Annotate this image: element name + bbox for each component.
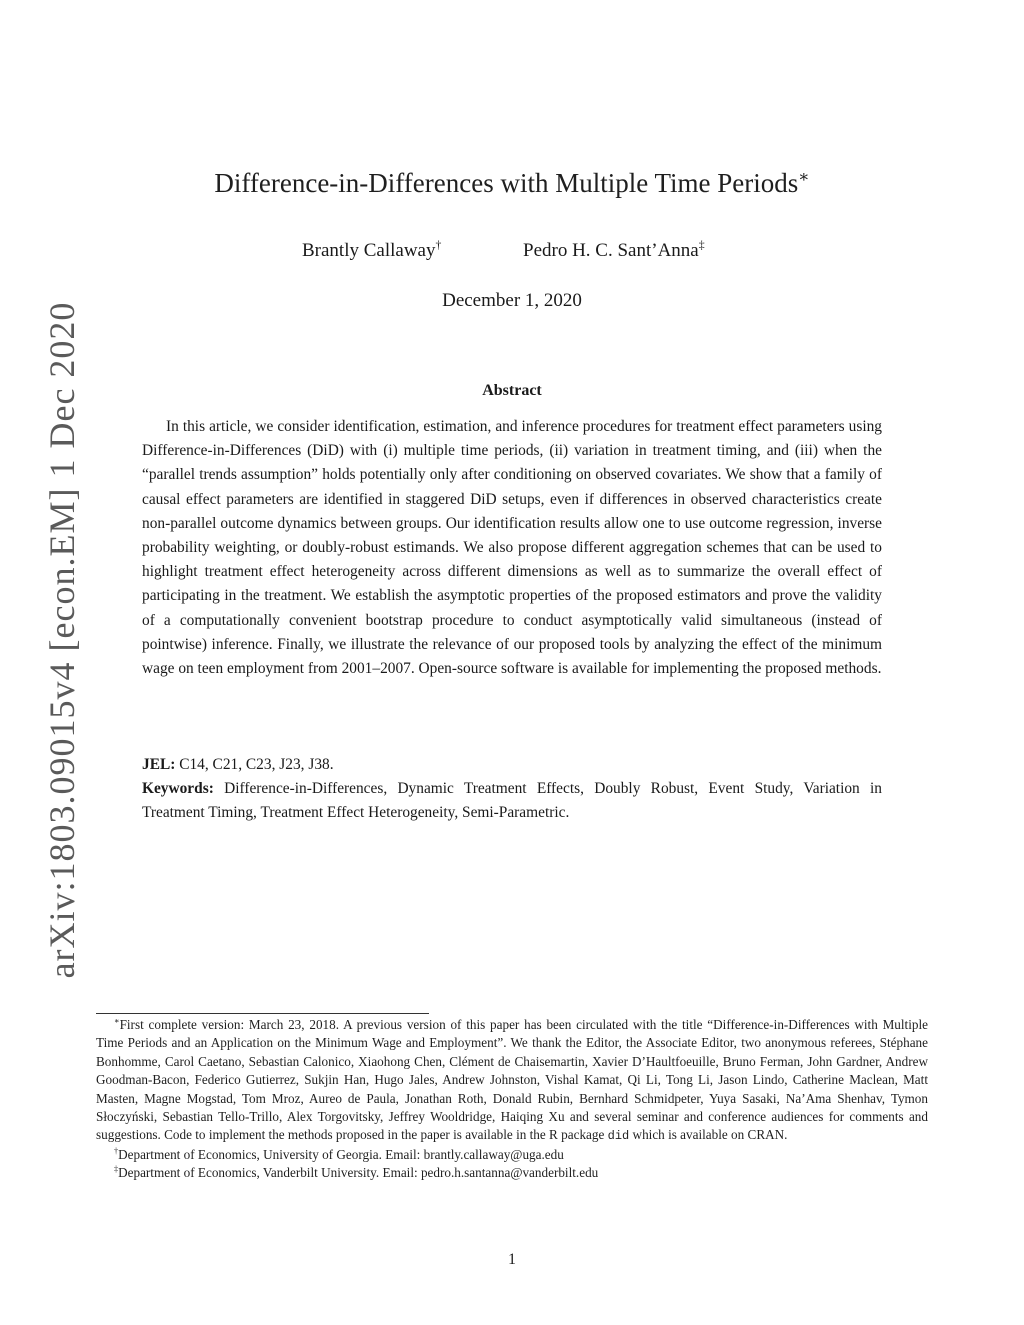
footnote-text: Department of Economics, University of Georgia. Email: brantly.callaway@uga.edu <box>118 1146 564 1162</box>
publication-date: December 1, 2020 <box>442 290 582 311</box>
jel-label: JEL: <box>142 756 176 773</box>
author-footnote-mark: ‡ <box>698 238 705 252</box>
r-package-name: did <box>607 1129 630 1144</box>
footnote-text: Department of Economics, Vanderbilt University. Email: pedro.h.santanna@vanderbilt.edu <box>118 1165 599 1181</box>
abstract-text: In this article, we consider identification, estimation, and inference procedures for treatment effect parameters using Difference-in-Differences (DiD) with (i) multiple time periods, (ii) variation in treatment timing, and (iii) when the “parallel trends assumption” holds potentially only after conditioning on observed covariates. We show that a family of causal effect parameters are identified in staggered DiD setups, even if differences in observed characteristics create non-parallel outcome dynamics between groups. Our identification results allow one to use outcome regression, inverse probability weighting, or doubly-robust estimands. We also propose different aggregation schemes that can be used to highlight treatment effect heterogeneity across different dimensions as well as to summarize the overall effect of participating in the treatment. We establish the asymptotic properties of the proposed estimators and prove the validity of a computationally convenient bootstrap procedure to conduct asymptotically valid simultaneous (instead of pointwise) inference. Finally, we illustrate the relevance of our proposed tools by analyzing the effect of the minimum wage on teen employment from 2001–2007. Open-source software is available for implementing the proposed methods. <box>142 418 882 678</box>
author-santanna <box>523 240 705 262</box>
author-name: Brantly Callaway <box>302 240 436 261</box>
title-footnote-mark: ∗ <box>798 167 810 186</box>
jel-codes <box>142 753 882 777</box>
footnote-text: First complete version: March 23, 2018. A previous version of this paper has been circulated with the title “Difference-in-Differences with Multiple Time Periods and an Application on the Minimum Wage and Employment”. We thank the Editor, the Associate Editor, two anonymous referees, Stéphane Bonhomme, Carol Caetano, Sebastian Calonico, Xiaohong Chen, Clément de Chaisemartin, Xavier D’Haultfoeuille, Bruno Ferman, John Gardner, Andrew Goodman-Bacon, Federico Gutierrez, Sukjin Han, Hugo Jales, Andrew Johnston, Vishal Kamat, Qi Li, Tong Li, Jason Lindo, Catherine Maclean, Matt Masten, Magne Mogstad, Tom Mroz, Aureo de Paula, Jonathan Roth, Donald Rubin, Bernhard Schmidpeter, Yuya Sasaki, Na’Ama Shenhav, Tymon Słoczyński, Sebastian Tello-Trillo, Alex Torgovitsky, Jeffrey Wooldridge, Haiqing Xu and several seminar and conference audiences for comments and suggestions. Code to implement the methods proposed in the paper is available in the R package <box>96 1017 928 1143</box>
footnote-callaway-affiliation <box>96 1146 928 1164</box>
footnote-first-version <box>96 1016 928 1146</box>
footnote-divider <box>96 1013 429 1014</box>
abstract-heading: Abstract <box>482 382 542 399</box>
author-callaway <box>302 240 441 262</box>
jel-value: C14, C21, C23, J23, J38. <box>175 756 334 773</box>
page-number: 1 <box>508 1251 516 1268</box>
paper-title-text: Difference-in-Differences with Multiple Time Periods <box>214 168 799 198</box>
footnote-text-end: which is available on CRAN. <box>629 1127 788 1143</box>
keywords-label: Keywords: <box>142 780 214 797</box>
footnote-santanna-affiliation <box>96 1164 928 1182</box>
keywords-value: Difference-in-Differences, Dynamic Treatment Effects, Doubly Robust, Event Study, Variation in Treatment Timing, Treatment Effect Heterogeneity, Semi-Parametric. <box>142 780 882 821</box>
keywords <box>142 777 882 825</box>
footnote-mark: † <box>114 1146 119 1156</box>
arxiv-identifier: arXiv:1803.09015v4 [econ.EM] 1 Dec 2020 <box>42 301 82 979</box>
footnote-mark: ‡ <box>114 1164 119 1174</box>
footnotes <box>96 1016 928 1183</box>
paper-title <box>0 168 1024 199</box>
footnote-mark: ∗ <box>114 1016 120 1026</box>
author-name: Pedro H. C. Sant’Anna <box>523 240 699 261</box>
author-footnote-mark: † <box>435 238 442 252</box>
